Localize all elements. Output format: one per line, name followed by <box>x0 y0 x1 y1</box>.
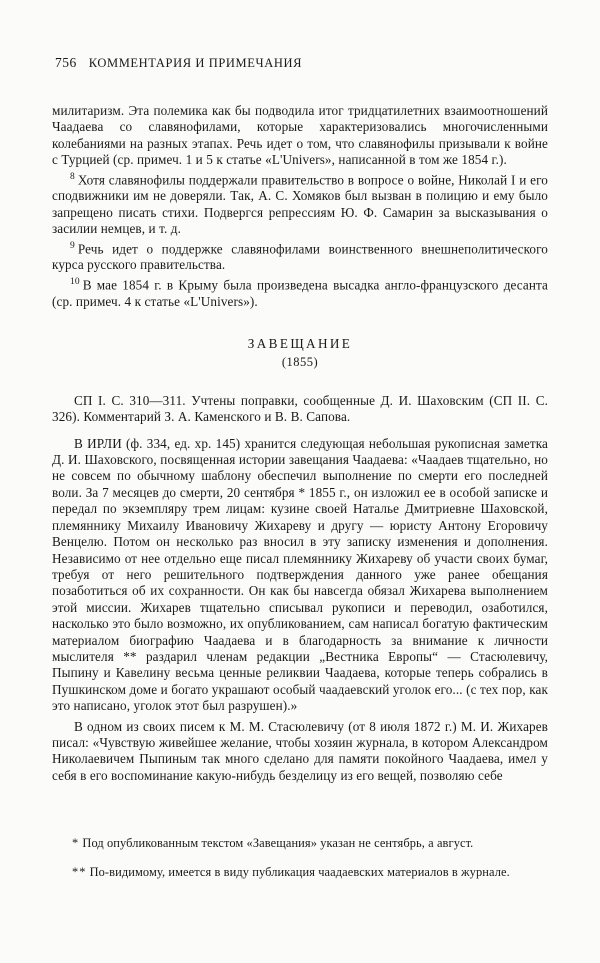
note-8-text: Хотя славянофилы поддержали правительство в вопросе о войне, Николай I и его сподвижники им не доверяли. Так, А. С. Хомяков был вызван в полицию и ему было запрещено писать стихи. Подвергся репрессиям Ю. Ф. Самарин за высказывания о засилии немцев, и т. д. <box>52 172 548 237</box>
note-8-number: 8 <box>70 171 75 182</box>
section-title: ЗАВЕЩАНИЕ <box>247 336 353 352</box>
running-head-title: КОММЕНТАРИЯ И ПРИМЕЧАНИЯ <box>88 56 303 70</box>
note-10 <box>52 274 548 310</box>
footnote-2-marker: ** <box>72 864 87 879</box>
footnote-2-text: По-видимому, имеется в виду публикация чаадаевских материалов в журнале. <box>89 864 510 879</box>
page-header <box>55 55 545 71</box>
page-number: 756 <box>55 55 77 70</box>
note-10-text: В мае 1854 г. в Крыму была произведена высадка англо-французского десанта (ср. примеч. 4 к статье «L'Univers»). <box>52 277 548 309</box>
note-8 <box>52 169 548 238</box>
paragraph-zhikharev-letter: В одном из своих писем к М. М. Стасюлевичу (от 8 июля 1872 г.) М. И. Жихарев писал: «Чувствую живейшее желание, чтобы хозяин журнала, в котором Александром Николаевичем Пыпиным так много сделано для памяти покойного Чаадаева, имел у себя в его воспоминание какую-нибудь безделицу из его вещей, позволяю себе <box>52 718 548 783</box>
footnote-2 <box>52 865 548 881</box>
paragraph-militarism: милитаризм. Эта полемика как бы подводила итог тридцатилетних взаимоотношений Чаадаева со славянофилами, которые характеризовались многочисленными колебаниями на разных этапах. Речь идет о том, что славянофилы призывали к войне с Турцией (ср. примеч. 1 и 5 к статье «L'Univers», написанной в том же 1854 г.). <box>52 103 548 168</box>
footnote-1 <box>52 836 548 852</box>
footnote-1-text: Под опубликованным текстом «Завещания» указан не сентябрь, а август. <box>82 836 474 850</box>
note-9-text: Речь идет о поддержке славянофилами воинственного внешнеполитического курса русского правительства. <box>52 241 548 273</box>
note-9-number: 9 <box>70 240 75 251</box>
section-year: (1855) <box>281 355 319 370</box>
paragraph-source-reference: СП I. С. 310—311. Учтены поправки, сообщенные Д. И. Шаховским (СП II. С. 326). Комментарий З. А. Каменского и В. В. Сапова. <box>52 392 548 425</box>
footnote-1-marker: * <box>72 836 80 850</box>
footnotes-area <box>52 836 548 880</box>
paragraph-irli-note: В ИРЛИ (ф. 334, ед. хр. 145) хранится следующая небольшая рукописная заметка Д. И. Шаховского, посвященная истории завещания Чаадаева: «Чаадаев тщательно, но не совсем по обычному шаблону обеспечил выполнение по смерти его последней воли. За 7 месяцев до смерти, 20 сентября * 1855 г., он изложил ее в особой записке и передал по экземпляру трем лицам: кузине своей Наталье Дмитриевне Шаховской, племяннику Михаилу Ивановичу Жихареву и другу — юристу Антону Егоровичу Венцелю. Потом он несколько раз вносил в эту записку изменения и дополнения. Независимо от нее отдельно еще писал племяннику Жихареву об участи своих бумаг, требуя от него решительного подтверждения данного уже ранее обещания позаботиться об их сохранности. Он как бы навсегда обязал Жихарева выполнением этой миссии. Жихарев тщательно списывал рукописи и переводил, озаботился, насколько это было возможно, их опубликованием, сам написал богатую фактическим материалом биографию Чаадаева и в благодарность за внимание к личности мыслителя ** раздарил членам редакции „Вестника Европы“ — Стасюлевичу, Пыпину и Кавелину весьма ценные реликвии Чаадаева, которые теперь собрались в Пушкинском доме и богато украшают особый чаадаевский уголок его... (с тех пор, как это написано, уголок этот был разрушен).» <box>52 435 548 714</box>
note-9 <box>52 238 548 274</box>
note-10-number: 10 <box>70 276 80 287</box>
page-content <box>52 103 548 784</box>
